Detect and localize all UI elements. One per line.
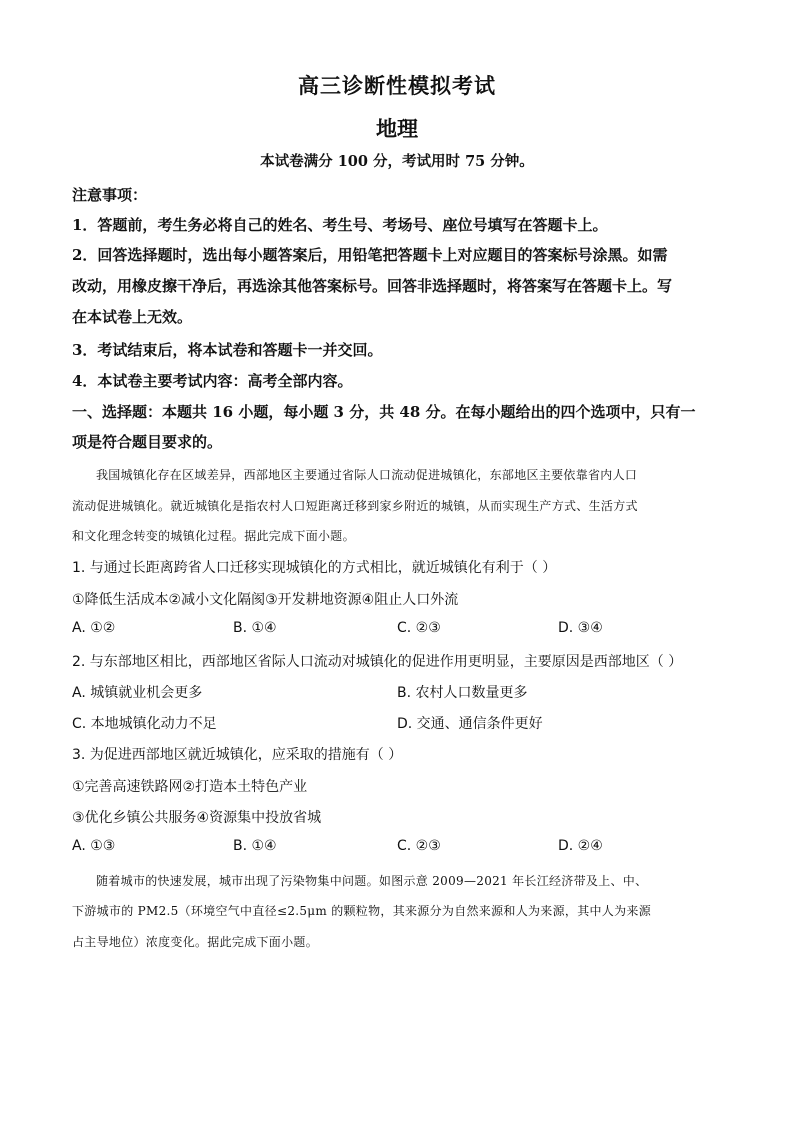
note-item-2-line-2: 改动，用橡皮擦干净后，再选涂其他答案标号。回答非选择题时，将答案写在答题卡上。写	[72, 277, 673, 295]
question-2-option-a: A. 城镇就业机会更多	[72, 685, 203, 701]
passage-2-line-3: 占主导地位）浓度变化。据此完成下面小题。	[72, 935, 319, 949]
note-item-1: 1．答题前，考生务必将自己的姓名、考生号、考场号、座位号填写在答题卡上。	[72, 216, 608, 234]
question-1-option-a: A. ①②	[72, 620, 116, 636]
section-heading-line-2: 项是符合题目要求的。	[72, 433, 223, 451]
question-2-option-b: B. 农村人口数量更多	[397, 685, 528, 701]
question-1-option-d: D. ③④	[558, 620, 603, 636]
note-item-3: 3．考试结束后，将本试卷和答题卡一并交回。	[72, 341, 383, 359]
passage-1-line-1: 我国城镇化存在区域差异，西部地区主要通过省际人口流动促进城镇化，东部地区主要依靠省内人口	[96, 468, 638, 482]
note-item-2-line-1: 2．回答选择题时，选出每小题答案后，用铅笔把答题卡上对应题目的答案标号涂黑。如需	[72, 246, 668, 264]
passage-1-line-3: 和文化理念转变的城镇化过程。据此完成下面小题。	[72, 529, 355, 543]
note-item-4: 4．本试卷主要考试内容：高考全部内容。	[72, 372, 353, 390]
question-2-stem: 2. 与东部地区相比，西部地区省际人口流动对城镇化的促进作用更明显，主要原因是西部地区（ ）	[72, 654, 683, 670]
question-3-stem: 3. 为促进西部地区就近城镇化，应采取的措施有（ ）	[72, 747, 403, 763]
question-1-option-b: B. ①④	[233, 620, 277, 636]
passage-2-line-2: 下游城市的 PM2.5（环境空气中直径≤2.5μm 的颗粒物，其来源分为自然来源和人为来源，其中人为来源	[72, 904, 651, 918]
section-heading-line-1: 一、选择题：本题共 16 小题，每小题 3 分，共 48 分。在每小题给出的四个选项中，只有一	[72, 403, 696, 421]
question-2-option-d: D. 交通、通信条件更好	[397, 716, 543, 732]
exam-title: 高三诊断性模拟考试	[298, 73, 496, 98]
question-3-items-line-2: ③优化乡镇公共服务④资源集中投放省城	[72, 810, 322, 826]
note-item-2-line-3: 在本试卷上无效。	[72, 308, 193, 326]
question-3-option-d: D. ②④	[558, 838, 603, 854]
question-3-option-a: A. ①③	[72, 838, 116, 854]
question-1-stem: 1. 与通过长距离跨省人口迁移实现城镇化的方式相比，就近城镇化有利于（ ）	[72, 560, 557, 576]
question-3-option-b: B. ①④	[233, 838, 277, 854]
question-1-items: ①降低生活成本②减小文化隔阂③开发耕地资源④阻止人口外流	[72, 592, 459, 608]
notes-heading: 注意事项：	[72, 186, 148, 204]
exam-info: 本试卷满分 100 分，考试用时 75 分钟。	[260, 153, 534, 170]
question-3-option-c: C. ②③	[397, 838, 441, 854]
passage-1-line-2: 流动促进城镇化。就近城镇化是指农村人口短距离迁移到家乡附近的城镇，从而实现生产方式、生活方式	[72, 499, 638, 513]
passage-2-line-1: 随着城市的快速发展，城市出现了污染物集中问题。如图示意 2009—2021 年长江经济带及上、中、	[96, 874, 648, 888]
question-2-option-c: C. 本地城镇化动力不足	[72, 716, 217, 732]
subject-title: 地理	[376, 116, 418, 141]
question-1-option-c: C. ②③	[397, 620, 441, 636]
question-3-items-line-1: ①完善高速铁路网②打造本土特色产业	[72, 779, 308, 795]
